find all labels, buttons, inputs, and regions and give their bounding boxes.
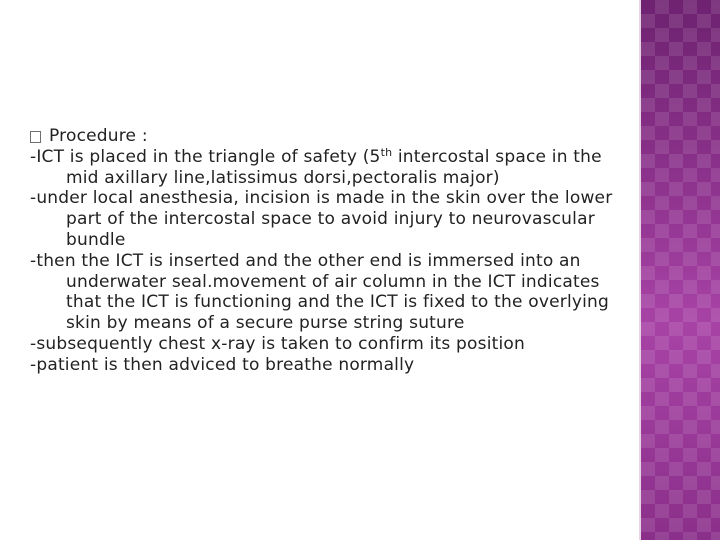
superscript-text: th [380, 145, 393, 159]
list-item-insertion: -then the ICT is inserted and the other end is immersed into an underwater seal.movement of air column in the ICT indicates that the ICT is functioning and the ICT is fixed to the overlying skin by means of a secure purse string suture [30, 250, 610, 334]
list-item-xray: -subsequently chest x-ray is taken to confirm its position [30, 333, 525, 354]
list-item-text: -ICT is placed in the triangle of safety (5 [30, 146, 381, 167]
slide-content [30, 126, 630, 376]
list-item-text: intercostal space in the mid axillary line,latissimus dorsi,pectoralis major) [66, 146, 602, 188]
list-item-icT-placement [30, 147, 630, 189]
list-item-anesthesia: -under local anesthesia, incision is made in the skin over the lower part of the intercostal space to avoid injury to neurovascular bundle [30, 188, 613, 250]
list-item-breathe: -patient is then adviced to breathe normally [30, 354, 415, 375]
procedure-heading [30, 126, 630, 147]
square-bullet-icon [30, 131, 41, 143]
procedure-heading-text: Procedure : [49, 126, 148, 146]
decorative-side-panel [641, 0, 720, 540]
